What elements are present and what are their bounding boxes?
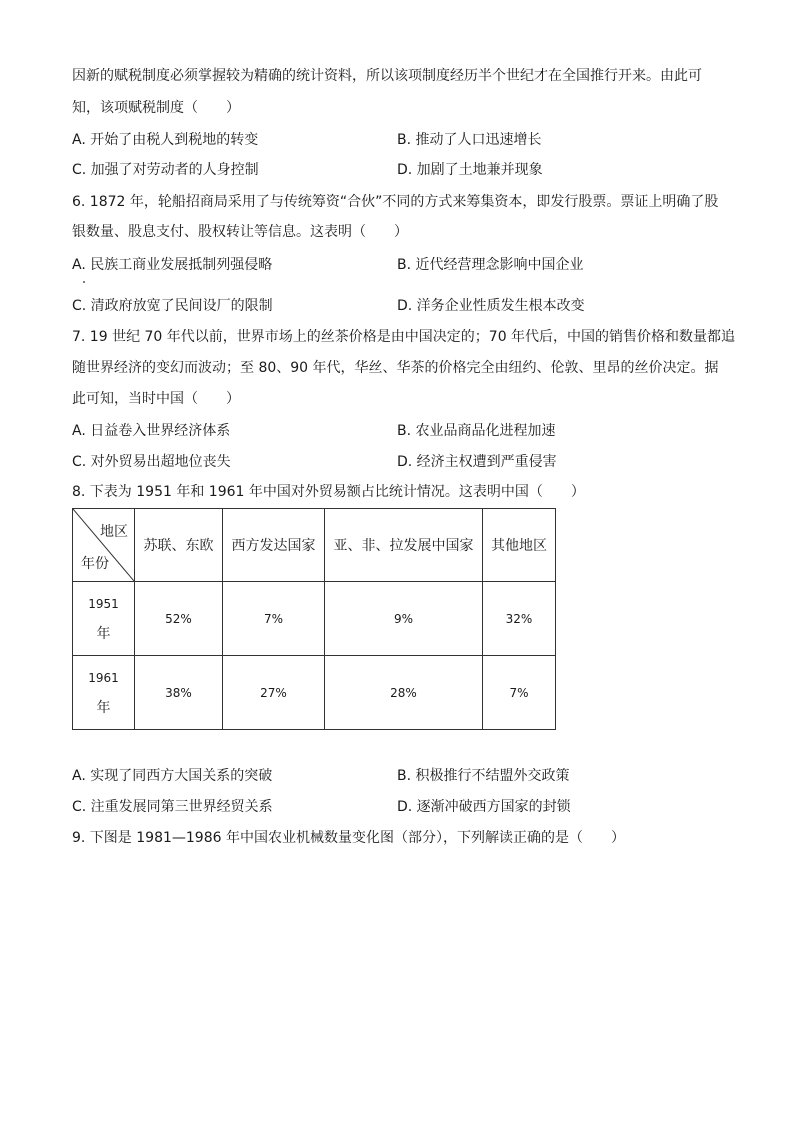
q6-stem-line2: 银数量、股息支付、股权转让等信息。这表明（ ）: [72, 224, 408, 240]
row-year-suffix: 年: [96, 699, 111, 716]
row-year-suffix: 年: [96, 625, 111, 642]
row-year: 1961: [88, 670, 119, 685]
q7-option-a: A. 日益卷入世界经济体系: [72, 423, 231, 439]
q9-stem: 9. 下图是 1981—1986 年中国农业机械数量变化图（部分），下列解读正确的是（ ）: [72, 830, 625, 846]
q7-option-b: B. 农业品商品化进程加速: [397, 423, 556, 439]
column-header: 苏联、东欧: [135, 509, 223, 582]
q7-stem-line3: 此可知，当时中国（ ）: [72, 391, 240, 407]
trade-share-table: [72, 508, 556, 730]
column-header: 亚、非、拉发展中国家: [325, 509, 483, 582]
q5-stem-line1: 因新的赋税制度必须掌握较为精确的统计资料，所以该项制度经历半个世纪才在全国推行开来。由此可: [72, 68, 702, 84]
table-cell: 7%: [223, 582, 325, 656]
q6-option-c: C. 清政府放宽了民间设厂的限制: [72, 298, 273, 314]
q5-option-b: B. 推动了人口迅速增长: [397, 132, 542, 148]
row-year: 1951: [88, 596, 119, 611]
q6-option-d: D. 洋务企业性质发生根本改变: [397, 298, 585, 314]
q5-option-c: C. 加强了对劳动者的人身控制: [72, 162, 259, 178]
row-year-cell: [73, 656, 135, 730]
column-header: 其他地区: [483, 509, 556, 582]
corner-year-label: 年份: [81, 556, 109, 572]
q7-stem-line2: 随世界经济的变幻而波动；至 80、90 年代，华丝、华茶的价格完全由纽约、伦敦、里昂的丝价决定。据: [72, 360, 719, 376]
q6-option-b: B. 近代经营理念影响中国企业: [397, 257, 584, 273]
table-cell: 7%: [483, 656, 556, 730]
q5-stem-line2: 知，该项赋税制度（ ）: [72, 100, 240, 116]
table-row: [73, 582, 556, 656]
q5-option-a: A. 开始了由税人到税地的转变: [72, 132, 259, 148]
table-cell: 27%: [223, 656, 325, 730]
table-cell: 28%: [325, 656, 483, 730]
table-cell: 52%: [135, 582, 223, 656]
corner-region-label: 地区: [100, 524, 128, 540]
q8-option-b: B. 积极推行不结盟外交政策: [397, 768, 570, 784]
q7-option-c: C. 对外贸易出超地位丧失: [72, 454, 231, 470]
table-row: [73, 656, 556, 730]
q8-option-d: D. 逐渐冲破西方国家的封锁: [397, 799, 571, 815]
table-cell: 38%: [135, 656, 223, 730]
table-cell: 32%: [483, 582, 556, 656]
stray-mark: [83, 281, 85, 283]
q6-stem-line1: 6. 1872 年，轮船招商局采用了与传统筹资“合伙”不同的方式来筹集资本，即发行股票。票证上明确了股: [72, 194, 719, 210]
q8-option-a: A. 实现了同西方大国关系的突破: [72, 768, 273, 784]
q6-option-a: A. 民族工商业发展抵制列强侵略: [72, 257, 273, 273]
column-header: 西方发达国家: [223, 509, 325, 582]
q8-option-c: C. 注重发展同第三世界经贸关系: [72, 799, 273, 815]
q8-stem: 8. 下表为 1951 年和 1961 年中国对外贸易额占比统计情况。这表明中国（ ）: [72, 484, 585, 500]
row-year-cell: [73, 582, 135, 656]
q5-option-d: D. 加剧了土地兼并现象: [397, 162, 543, 178]
q7-option-d: D. 经济主权遭到严重侵害: [397, 454, 557, 470]
table-header-row: [73, 509, 556, 582]
corner-header-cell: [73, 509, 135, 582]
q7-stem-line1: 7. 19 世纪 70 年代以前，世界市场上的丝茶价格是由中国决定的；70 年代后，中国的销售价格和数量都追: [72, 329, 736, 345]
table-cell: 9%: [325, 582, 483, 656]
